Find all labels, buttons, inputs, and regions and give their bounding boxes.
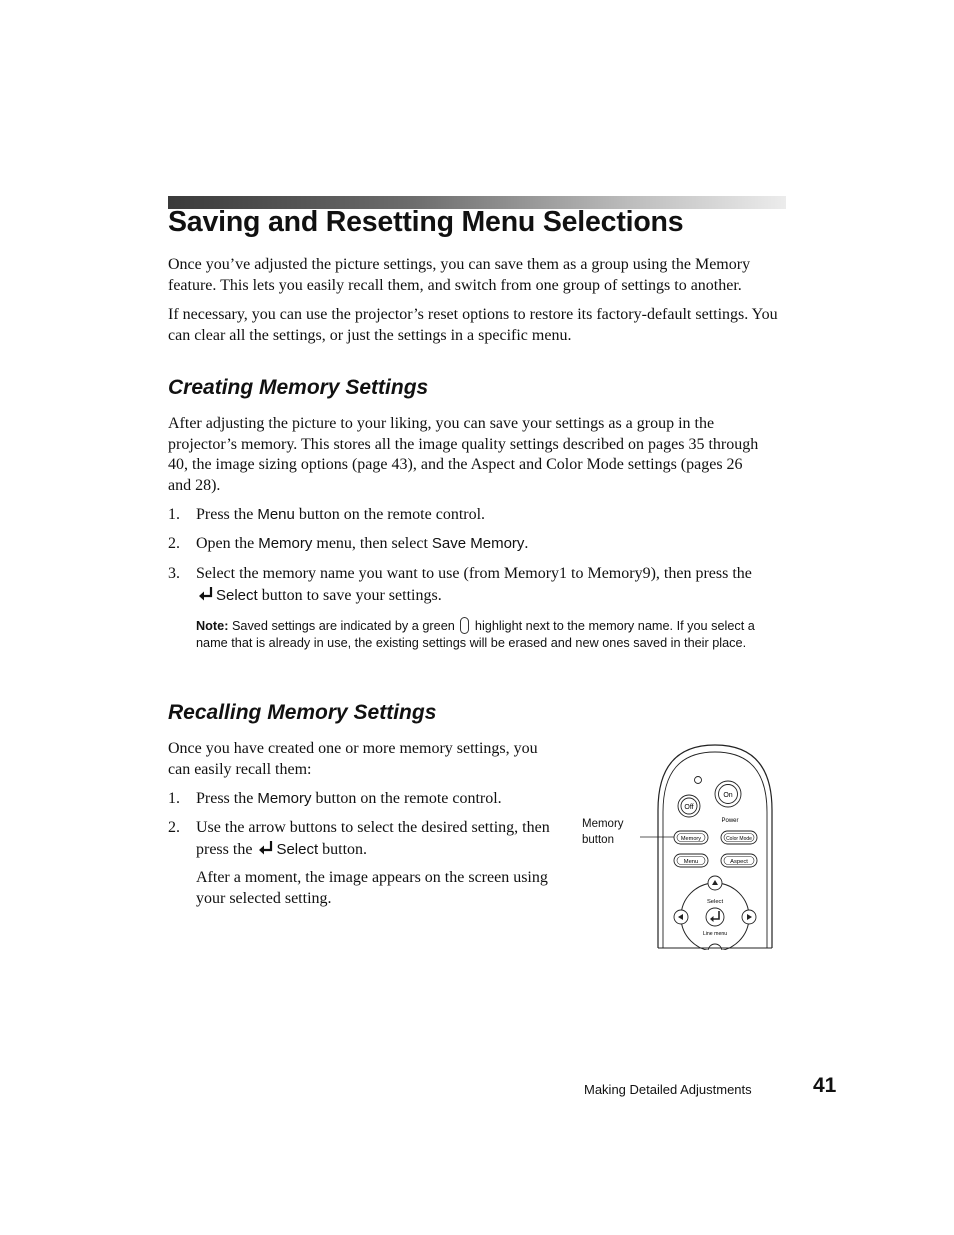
page-number: 41 (813, 1074, 837, 1097)
note-label: Note: (196, 619, 229, 633)
creating-paragraph: After adjusting the picture to your liking, you can save your settings as a group in the projector’s memory. This stores all the image quality settings described on pages 35 through 40, the image sizing options (page 43), and the Aspect and Color Mode settings (pages 26 and 28). (168, 415, 759, 494)
memory-button-callout: Memory button (582, 818, 624, 846)
key-memory: Memory (257, 790, 312, 807)
step-number: 3. (168, 565, 180, 582)
section-heading-recalling: Recalling Memory Settings (168, 701, 437, 724)
recalling-after-text: After a moment, the image appears on the screen using your selected setting. (196, 869, 548, 907)
footer-chapter-label: Making Detailed Adjustments (584, 1082, 752, 1097)
key-select: Select (276, 840, 319, 858)
key-select: Select (216, 586, 258, 604)
intro-paragraph-2: If necessary, you can use the projector’s reset options to restore its factory-default settings. You can clear all the settings, or just the settings in a specific menu. (168, 306, 778, 344)
recalling-paragraph: Once you have created one or more memory settings, you can easily recall them: (168, 740, 538, 778)
line-menu-label: Line menu (702, 931, 728, 937)
svg-text:Memory: Memory (680, 836, 702, 842)
creating-step-3: Select the memory name you want to use (from Memory1 to Memory9), then press the Select button to save your settings. (196, 565, 752, 604)
intro-paragraph-1: Once you’ve adjusted the picture settings, you can save them as a group using the Memory feature. This lets you easily recall them, and switch from one group of settings to another. (168, 256, 751, 294)
enter-icon (256, 839, 276, 857)
menu-button (674, 854, 708, 867)
svg-text:Aspect: Aspect (730, 859, 748, 865)
step-number: 2. (168, 535, 180, 552)
recalling-step-1: Press the Memory button on the remote control. (196, 790, 502, 807)
select-label: Select (706, 899, 724, 905)
key-menu: Menu (257, 506, 295, 523)
memory-button (674, 831, 708, 844)
right-arrow-button (742, 910, 756, 924)
step-number: 1. (168, 506, 180, 523)
svg-text:On: On (723, 792, 733, 799)
step-number: 2. (168, 819, 180, 836)
svg-text:Color Mode: Color Mode (726, 836, 752, 842)
recalling-step-2: Use the arrow buttons to select the desired setting, then press the Select button. (196, 819, 550, 858)
color-mode-button (721, 831, 757, 844)
off-button (678, 795, 700, 817)
key-memory: Memory (258, 535, 313, 552)
step-number: 1. (168, 790, 180, 807)
aspect-button (721, 854, 757, 867)
select-button (706, 908, 724, 926)
svg-text:Menu: Menu (683, 859, 699, 865)
svg-text:Off: Off (684, 804, 694, 811)
power-label: Power (721, 818, 739, 824)
key-save-memory: Save Memory (431, 535, 525, 552)
section-heading-creating: Creating Memory Settings (168, 376, 429, 399)
enter-icon (196, 585, 216, 603)
green-highlight-icon (460, 617, 469, 634)
on-button (715, 781, 741, 807)
up-arrow-button (708, 876, 722, 890)
page-title: Saving and Resetting Menu Selections (168, 206, 684, 238)
remote-control-illustration (640, 740, 790, 950)
creating-step-2: Open the Memory menu, then select Save Memory. (196, 535, 529, 552)
creating-step-1: Press the Menu button on the remote control. (196, 506, 486, 523)
note-box: Note: Saved settings are indicated by a green highlight next to the memory name. If you select a name that is already in use, the existing settings will be erased and new ones saved in their place. (196, 619, 755, 650)
left-arrow-button (674, 910, 688, 924)
